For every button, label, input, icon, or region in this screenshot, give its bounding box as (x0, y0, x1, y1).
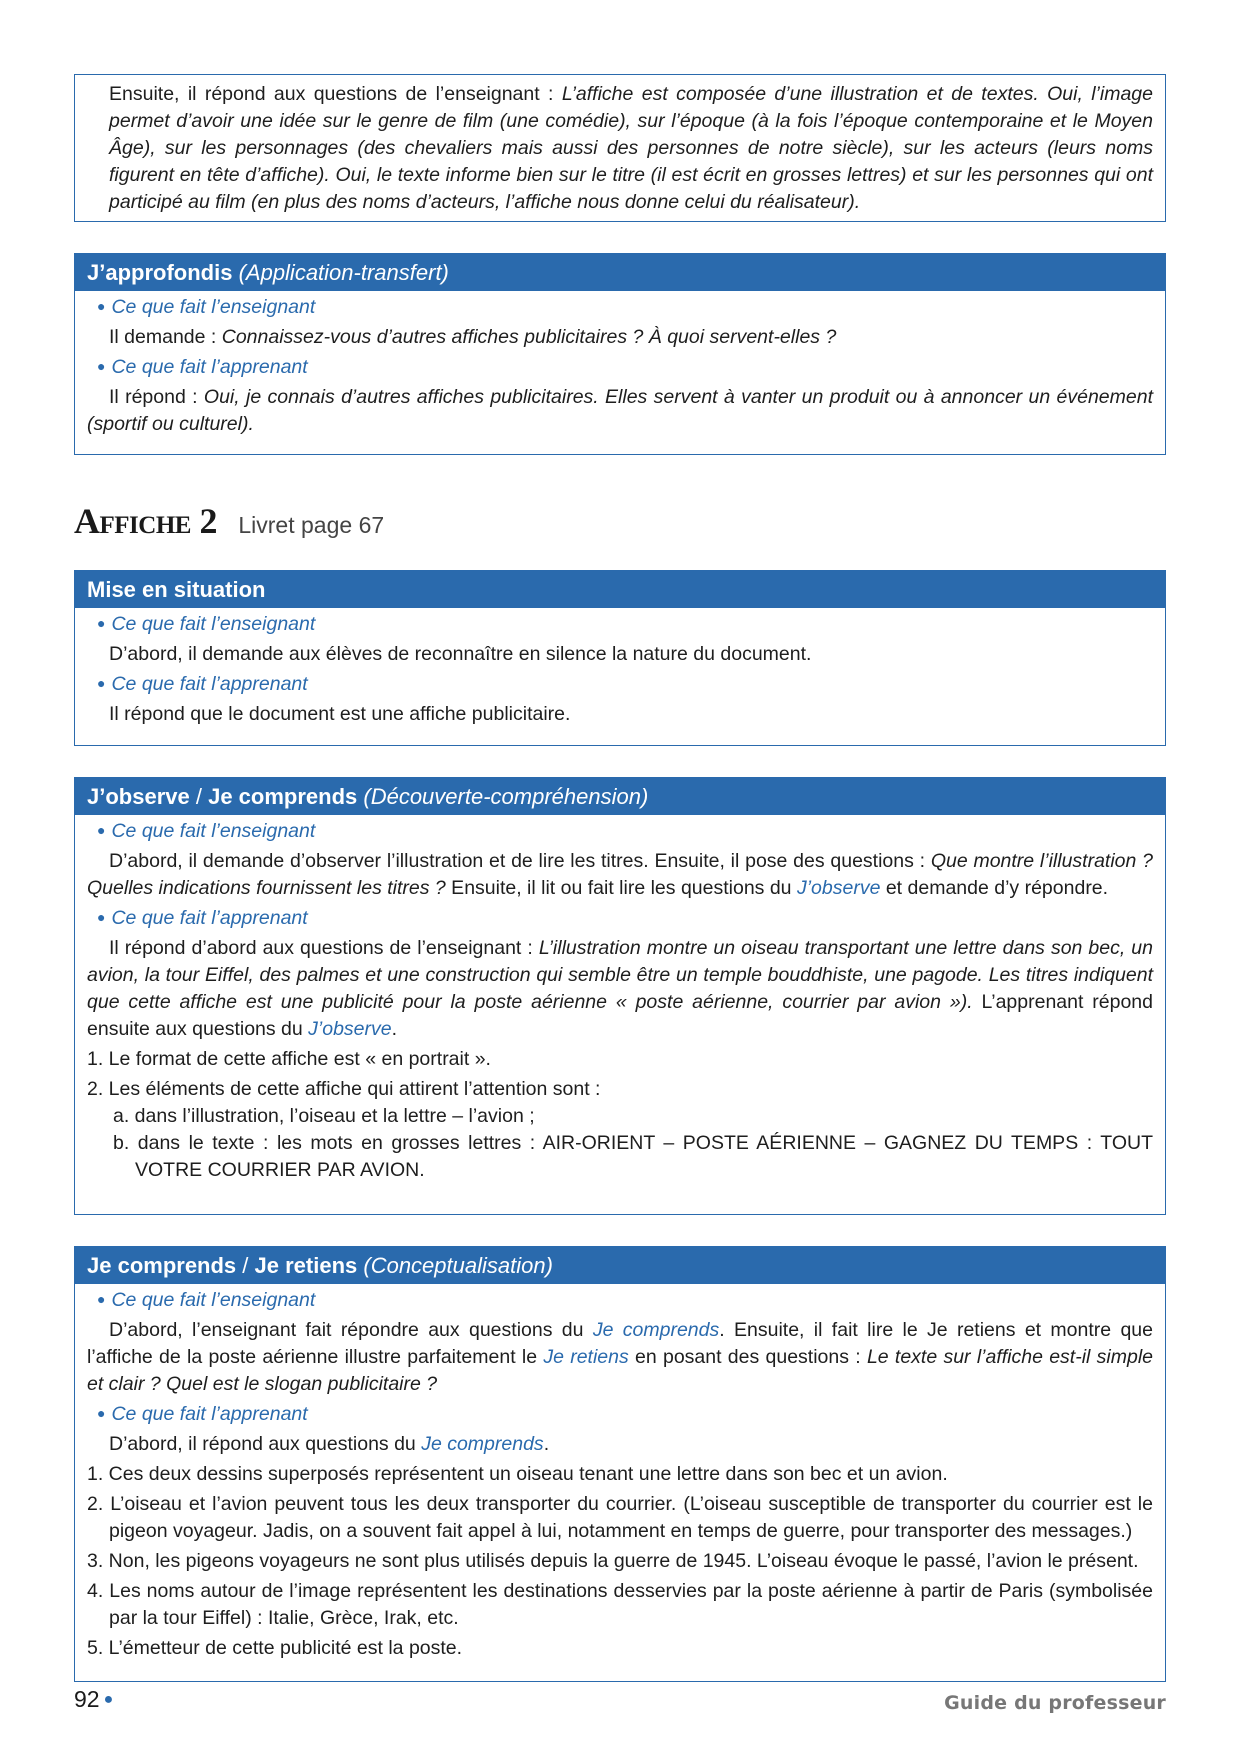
bullet-icon: ● (97, 298, 106, 314)
bullet-icon: ● (97, 615, 106, 631)
bullet-icon: ● (97, 1291, 106, 1307)
approfondis-box (74, 253, 1166, 455)
section-subtitle: Livret page 67 (238, 512, 385, 538)
role-teacher: ● Ce que fait l’enseignant (97, 1289, 316, 1311)
intro-paragraph: Ensuite, il répond aux questions de l’enseignant : L’affiche est composée d’une illustration et de textes. Oui, l’image permet d’avoir une idée sur le genre de film (une comédie), sur l’époque (à la fois l’époque contemporaine et le Moyen Âge), sur les personnages (des chevaliers mais aussi des personnes de notre siècle), sur les acteurs (leurs noms figurent en tête d’affiche). Oui, le texte informe bien sur le titre (il est écrit en grosses lettres) et sur les personnes qui ont participé au film (en plus des noms d’acteurs, l’affiche nous donne celui du réalisateur). (109, 83, 1153, 213)
situation-header: Mise en situation (75, 571, 1165, 608)
learner-text: D’abord, il répond aux questions du Je comprends. (109, 1433, 550, 1455)
role-learner: ● Ce que fait l’apprenant (97, 1403, 308, 1425)
bullet-icon: ● (97, 675, 106, 691)
role-learner: ● Ce que fait l’apprenant (97, 907, 308, 929)
situation-box (74, 570, 1166, 746)
list-subitem: b. dans le texte : les mots en grosses lettres : AIR-ORIENT – POSTE AÉRIENNE – GAGNEZ DU TEMPS : TOUT VOTRE COURRIER PAR AVION. (113, 1132, 1153, 1181)
section-heading (74, 501, 385, 552)
bullet-icon: ● (97, 358, 106, 374)
teacher-text: Il demande : Connaissez-vous d’autres affiches publicitaires ? À quoi servent-elles ? (109, 326, 837, 348)
list-item: 2. Les éléments de cette affiche qui attirent l’attention sont : (87, 1078, 601, 1100)
teacher-text: D’abord, l’enseignant fait répondre aux questions du Je comprends. Ensuite, il fait lire le Je retiens et montre que l’affiche de la poste aérienne illustre parfaitement le Je retiens en posant des questions : Le texte sur l’affiche est-il simple et clair ? Quel est le slogan publicitaire ? (87, 1319, 1154, 1395)
learner-text: Il répond d’abord aux questions de l’enseignant : L’illustration montre un oiseau transportant une lettre dans son bec, un avion, la tour Eiffel, des palmes et une construction qui semble être un temple bouddhiste, une pagode. Les titres indiquent que cette affiche est une publicité pour la poste aérienne « poste aérienne, courrier par avion »). L’apprenant répond ensuite aux questions du J’observe. (87, 937, 1153, 1040)
bullet-icon: ● (103, 1691, 114, 1708)
intro-box (74, 74, 1166, 222)
learner-text: Il répond que le document est une affiche publicitaire. (109, 703, 571, 725)
role-learner: ● Ce que fait l’apprenant (97, 356, 308, 378)
bullet-icon: ● (97, 1405, 106, 1421)
observe-header: J’observe / Je comprends (Découverte-compréhension) (75, 778, 1165, 815)
role-learner: ● Ce que fait l’apprenant (97, 673, 308, 695)
list-item: 5. L’émetteur de cette publicité est la poste. (87, 1637, 463, 1659)
retiens-box (74, 1246, 1166, 1682)
list-item: 1. Le format de cette affiche est « en portrait ». (87, 1048, 491, 1070)
role-teacher: ● Ce que fait l’enseignant (97, 820, 316, 842)
footer-guide: Guide du professeur (944, 1692, 1166, 1714)
list-item: 2. L’oiseau et l’avion peuvent tous les deux transporter du courrier. (L’oiseau susceptible de transporter du courrier est le pigeon voyageur. Jadis, on a souvent fait appel à lui, notamment en temps de guerre, pour transporter des messages.) (87, 1493, 1153, 1542)
teacher-text: D’abord, il demande d’observer l’illustration et de lire les titres. Ensuite, il pose des questions : Que montre l’illustration ? Quelles indications fournissent les titres ? Ensuite, il lit ou fait lire les questions du J’observe et demande d’y répondre. (87, 850, 1153, 899)
list-item: 1. Ces deux dessins superposés représentent un oiseau tenant une lettre dans son bec et un avion. (87, 1463, 948, 1485)
retiens-header: Je comprends / Je retiens (Conceptualisation) (75, 1247, 1165, 1284)
page-number: 92 ● (74, 1686, 114, 1712)
role-teacher: ● Ce que fait l’enseignant (97, 296, 316, 318)
role-teacher: ● Ce que fait l’enseignant (97, 613, 316, 635)
bullet-icon: ● (97, 822, 106, 838)
teacher-text: D’abord, il demande aux élèves de reconnaître en silence la nature du document. (109, 643, 812, 665)
learner-text: Il répond : Oui, je connais d’autres affiches publicitaires. Elles servent à vanter un produit ou à annoncer un événement (sportif ou culturel). (87, 386, 1153, 435)
list-item: 3. Non, les pigeons voyageurs ne sont plus utilisés depuis la guerre de 1945. L’oiseau évoque le passé, l’avion le présent. (87, 1550, 1139, 1572)
approfondis-header: J’approfondis (Application-transfert) (75, 254, 1165, 291)
list-subitem: a. dans l’illustration, l’oiseau et la lettre – l’avion ; (113, 1105, 535, 1127)
observe-box (74, 777, 1166, 1215)
bullet-icon: ● (97, 909, 106, 925)
section-title: Affiche 2 (74, 501, 217, 541)
list-item: 4. Les noms autour de l’image représentent les destinations desservies par la poste aérienne à partir de Paris (symbolisée par la tour Eiffel) : Italie, Grèce, Irak, etc. (87, 1580, 1153, 1629)
